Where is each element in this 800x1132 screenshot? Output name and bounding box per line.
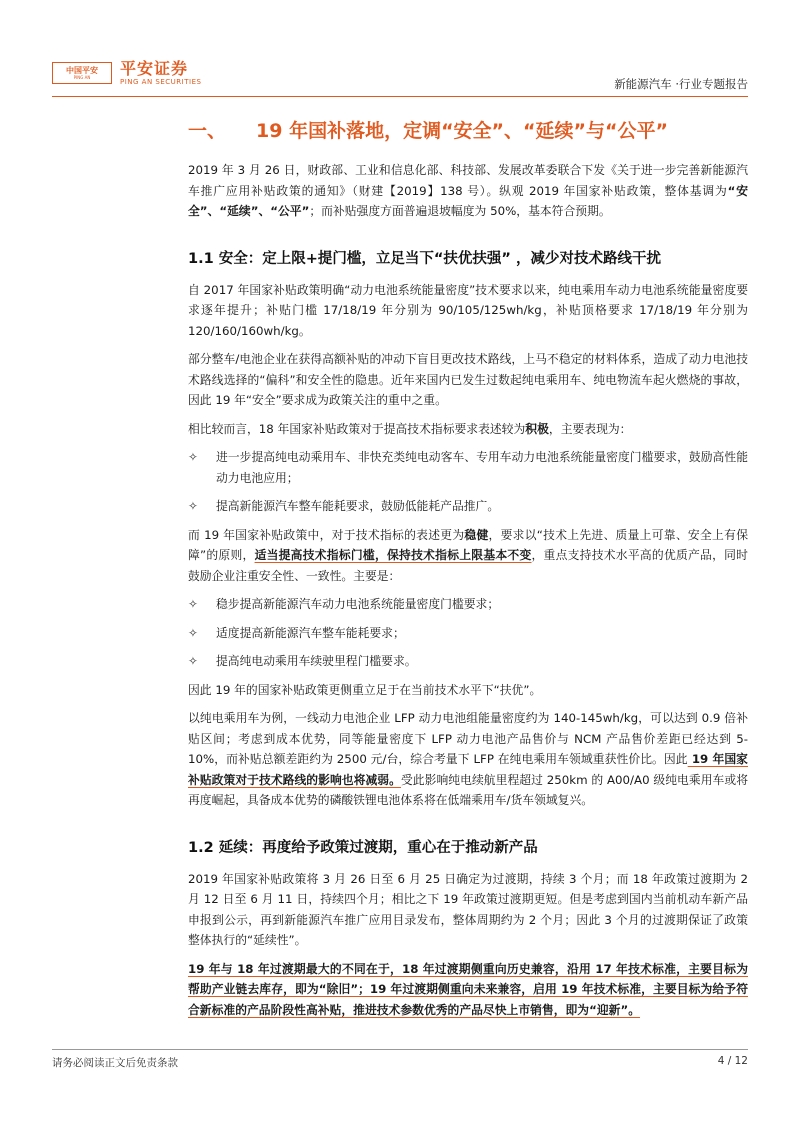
bullet-mark-icon: ✧ bbox=[188, 499, 198, 513]
intro-keywords: “安全”、“延续”、“公平” bbox=[188, 183, 748, 218]
bullet-item: ✧ 提高新能源汽车整车能耗要求，鼓励低能耗产品推广。 bbox=[188, 496, 748, 517]
section-1-2-heading: 1.2 延续：再度给予政策过渡期，重心在于推动新产品 bbox=[188, 839, 538, 856]
bullet-mark-icon: ✧ bbox=[188, 625, 198, 640]
intro-paragraph: 2019 年 3 月 26 日，财政部、工业和信息化部、科技部、发展改革委联合下发《关于进一步完善新能源汽车推广应用补贴政策的通知》（财建【2019】138 号）。纵观 2019 年国家补贴政策，整体基调为“安全”、“延续”、“公平”；而补贴强度方面普遍退坡幅度为 50%，基本符合预期。 bbox=[188, 163, 748, 218]
logo-box-line2: PING AN bbox=[73, 75, 91, 80]
s1-paragraph-3: 相比较而言，18 年国家补贴政策对于提高技术指标要求表述较为积极，主要表现为： bbox=[188, 421, 632, 436]
bullet-item: ✧ 稳步提高新能源汽车动力电池系统能量密度门槛要求； bbox=[188, 594, 748, 615]
document-body bbox=[188, 160, 748, 1020]
brand-name bbox=[120, 60, 201, 87]
s1-paragraph-1: 自 2017 年国家补贴政策明确“动力电池系统能量密度”技术要求以来，纯电乘用车动力电池系统能量密度要求逐年提升；补贴门槛 17/18/19 年分别为 90/105/125wh/kg，补贴顶格要求 17/18/19 年分别为 120/160/160wh/kg。 bbox=[188, 282, 748, 338]
section-1-1-heading: 1.1 安全：定上限+提门槛，立足当下“扶优扶强” ，减少对技术路线干扰 bbox=[188, 250, 661, 267]
bullet-mark-icon: ✧ bbox=[188, 597, 198, 611]
brand-name-en: PING AN SECURITIES bbox=[120, 78, 202, 86]
page-header bbox=[0, 0, 800, 100]
report-type: 新能源汽车 ·行业专题报告 bbox=[614, 77, 748, 91]
footer-divider bbox=[52, 1049, 748, 1050]
logo-box-line1: 中国平安 bbox=[66, 66, 98, 75]
bullet-item: ✧ 提高纯电动乘用车续驶里程门槛要求。 bbox=[188, 651, 748, 672]
brand-name-cn: 平安证券 bbox=[120, 59, 189, 78]
s1-paragraph-4: 而 19 年国家补贴政策中，对于技术指标的表述更为稳健，要求以“技术上先进、质量上可靠、安全上有保障”的原则，适当提高技术指标门槛，保持技术指标上限基本不变，重点支持技术水平高的优质产品，同时鼓励企业注重安全性、一致性。主要是： bbox=[188, 527, 748, 583]
disclaimer-note: 请务必阅读正文后免责条款 bbox=[52, 1057, 178, 1069]
bullet-mark-icon: ✧ bbox=[188, 450, 198, 464]
page-number: 4 / 12 bbox=[717, 1055, 748, 1067]
s1-paragraph-6: 以纯电乘用车为例，一线动力电池企业 LFP 动力电池组能量密度约为 140-145wh/kg，可以达到 0.9 倍补贴区间；考虑到成本优势，同等能量密度下 LFP 动力电池产品售价与 NCM 产品售价差距已经达到 5-10%，而补贴总额差距约为 2500 元/台，综合考量下 LFP 在纯电乘用车领域重获性价比。因此 19 年国家补贴政策对于技术路线的影响也将减弱。受此影响纯电续航里程超过 250km 的 A00/A0 级纯电乘用车或将再度崛起，具备成本优势的磷酸铁锂电池体系将在低端乘用车/货车领域复兴。 bbox=[188, 711, 748, 807]
chapter-number: 一、 bbox=[188, 120, 227, 142]
s2-paragraph-2-emphasis: 19 年与 18 年过渡期最大的不同在于，18 年过渡期侧重向历史兼容，沿用 17 年技术标准，主要目标为帮助产业链去库存，即为“除旧”；19 年过渡期侧重向未来兼容，启用 19 年技术标准，主要目标为给予符合新标准的产品阶段性高补贴，推进技术参数优秀的产品尽快上市销售，即为“迎新”。 bbox=[188, 961, 748, 1017]
underlined-emphasis: 19 年国家补贴政策对于技术路线的影响也将减弱。 bbox=[188, 752, 748, 787]
pingan-logo bbox=[52, 62, 112, 84]
s2-paragraph-1: 2019 年国家补贴政策将 3 月 26 日至 6 月 25 日确定为过渡期，持续 3 个月；而 18 年政策过渡期为 2 月 12 日至 6 月 11 日，持续四个月；相比之下 19 年政策过渡期更短。但是考虑到国内当前机动车新产品申报到公示，再到新能源汽车推广应用目录发布，整体周期约为 2 个月；因此 3 个月的过渡期保证了政策整体执行的“延续性”。 bbox=[188, 871, 748, 947]
bullet-item: ✧ 适度提高新能源汽车整车能耗要求； bbox=[188, 623, 748, 644]
chapter-title-text: 19 年国补落地，定调“安全”、“延续”与“公平” bbox=[256, 120, 668, 142]
underlined-emphasis: 适当提高技术指标门槛，保持技术指标上限基本不变 bbox=[254, 548, 532, 562]
header-divider bbox=[52, 96, 748, 97]
bullet-item: ✧ 进一步提高纯电动乘用车、非快充类纯电动客车、专用车动力电池系统能量密度门槛要求，鼓励高性能动力电池应用； bbox=[188, 447, 748, 488]
s1-paragraph-2: 部分整车/电池企业在获得高额补贴的冲动下盲目更改技术路线，上马不稳定的材料体系，造成了动力电池技术路线选择的“偏科”和安全性的隐患。近年来国内已发生过数起纯电乘用车、纯电物流车起火燃烧的事故，因此 19 年“安全”要求成为政策关注的重中之重。 bbox=[188, 352, 748, 407]
chapter-title bbox=[188, 116, 668, 143]
bullet-mark-icon: ✧ bbox=[188, 654, 198, 668]
s1-paragraph-5: 因此 19 年的国家补贴政策更侧重立足于在当前技术水平下“扶优”。 bbox=[188, 682, 542, 697]
